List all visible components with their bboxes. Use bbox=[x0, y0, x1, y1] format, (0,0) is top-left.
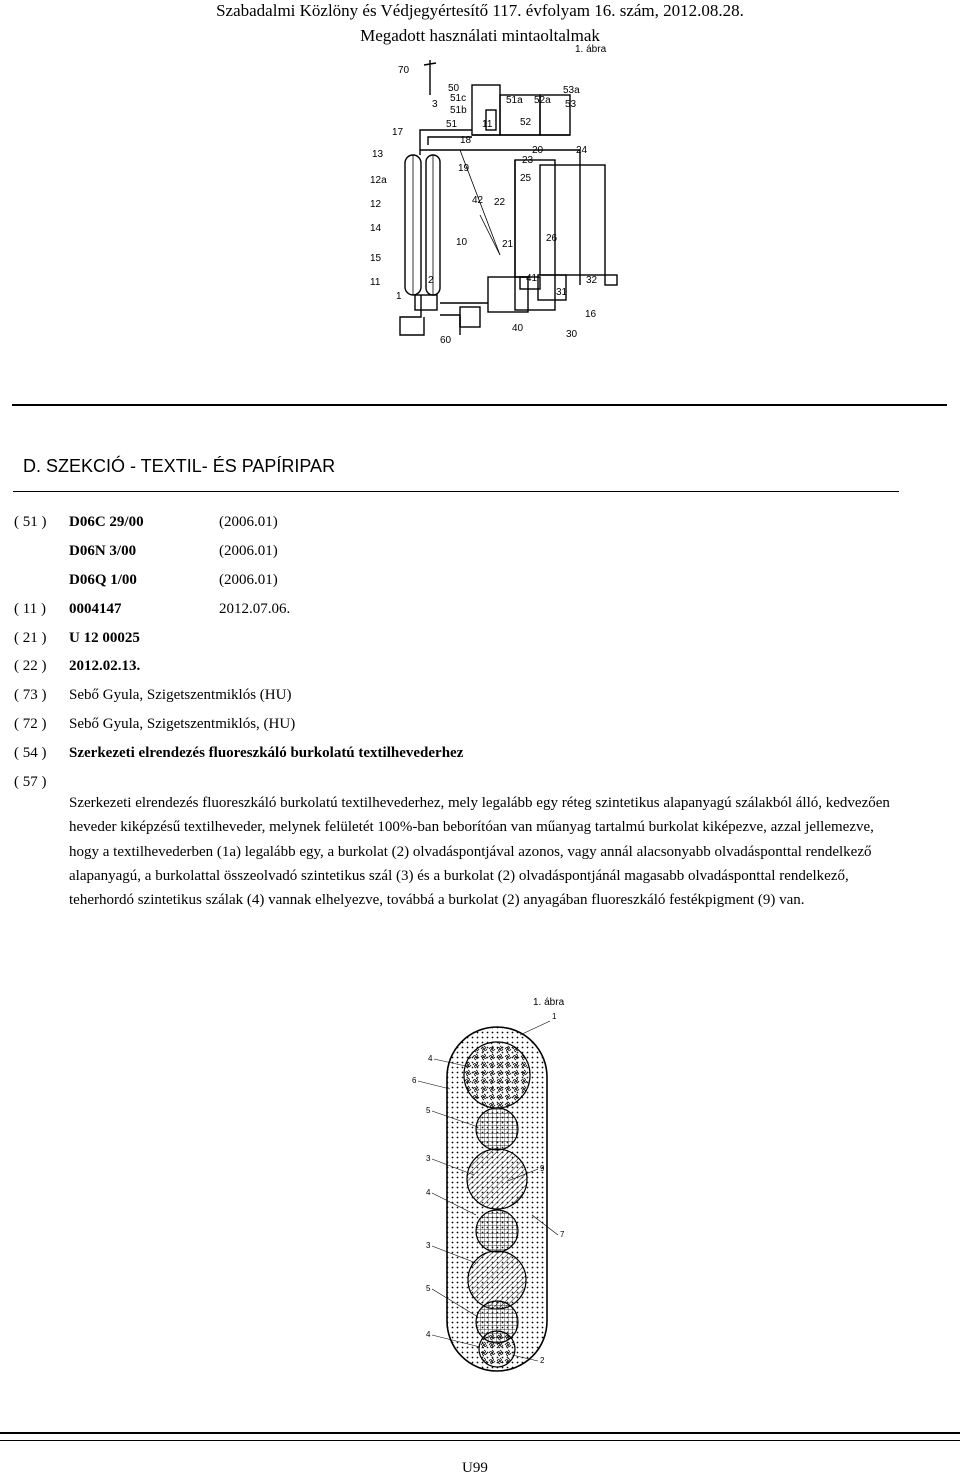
registration-number: 0004147 bbox=[69, 601, 122, 617]
application-number: U 12 00025 bbox=[69, 630, 140, 646]
svg-text:1: 1 bbox=[552, 1012, 557, 1021]
svg-text:3: 3 bbox=[426, 1241, 431, 1250]
separator-top bbox=[12, 404, 947, 406]
svg-text:53: 53 bbox=[565, 99, 577, 110]
svg-text:14: 14 bbox=[370, 223, 382, 234]
abstract-text: Szerkezeti elrendezés fluoreszkáló burkolatú textilhevederhez, mely legalább egy réteg szintetikus alapanyagú szálakból álló, kedvezően heveder kiképzésű textilheveder, melynek felületét 100%-ban beborítóan van műanyag tartalmú burkolat kiképezve, azzal jellemezve, hogy a textilhevederben (1a) legalább egy, a burkolat (2) olvadáspontjával azonos, vagy annál alacsonyabb olvadásponttal rendelkező alapanyagú, a burkolattal összeolvadó szintetikus szál (3) és a burkolat (2) olvadáspontjánál magasabb olvadásponttal rendelkező, teherhordó szintetikus szálak (4) vannak elhelyezve, továbbá a burkolat (2) anyagában fluoreszkáló festékpigment (9) van. bbox=[69, 795, 890, 909]
field-72-code: ( 72 ) bbox=[14, 716, 47, 732]
ipc-3-code: D06Q 1/00 bbox=[69, 572, 137, 588]
svg-text:23: 23 bbox=[522, 155, 534, 166]
page-number: U99 bbox=[462, 1460, 488, 1476]
field-72 bbox=[14, 715, 296, 733]
field-51-code: ( 51 ) bbox=[14, 514, 47, 530]
svg-text:24: 24 bbox=[576, 145, 588, 156]
field-11-code: ( 11 ) bbox=[14, 601, 46, 617]
svg-text:21: 21 bbox=[502, 239, 514, 250]
filing-date: 2012.02.13. bbox=[69, 658, 141, 674]
ipc-2-code: D06N 3/00 bbox=[69, 543, 137, 559]
svg-text:32: 32 bbox=[586, 275, 598, 286]
svg-text:18: 18 bbox=[460, 135, 472, 146]
top-technical-drawing bbox=[360, 55, 620, 350]
section-underline bbox=[13, 491, 899, 492]
svg-text:22: 22 bbox=[494, 197, 506, 208]
svg-text:2: 2 bbox=[540, 1356, 545, 1365]
svg-text:7: 7 bbox=[560, 1230, 565, 1239]
svg-text:31: 31 bbox=[556, 287, 568, 298]
svg-text:11: 11 bbox=[482, 119, 493, 130]
field-57-code: ( 57 ) bbox=[14, 774, 47, 790]
svg-text:42: 42 bbox=[472, 195, 484, 206]
field-11 bbox=[14, 600, 291, 618]
ipc-1-date: (2006.01) bbox=[219, 514, 278, 530]
field-57 bbox=[14, 773, 70, 791]
svg-text:53a: 53a bbox=[563, 85, 580, 96]
svg-text:5: 5 bbox=[426, 1284, 431, 1293]
svg-text:17: 17 bbox=[392, 127, 404, 138]
svg-text:4: 4 bbox=[426, 1188, 431, 1197]
svg-text:70: 70 bbox=[398, 65, 410, 76]
svg-text:51b: 51b bbox=[450, 105, 467, 116]
svg-text:4: 4 bbox=[426, 1330, 431, 1339]
svg-text:6: 6 bbox=[412, 1076, 417, 1085]
svg-text:52: 52 bbox=[520, 117, 532, 128]
svg-text:10: 10 bbox=[456, 237, 468, 248]
svg-text:25: 25 bbox=[520, 173, 532, 184]
svg-text:50: 50 bbox=[448, 83, 460, 94]
svg-text:9: 9 bbox=[540, 1164, 545, 1173]
svg-text:40: 40 bbox=[512, 323, 524, 334]
svg-text:3: 3 bbox=[426, 1154, 431, 1163]
svg-text:52a: 52a bbox=[534, 95, 551, 106]
svg-text:20: 20 bbox=[532, 145, 544, 156]
svg-text:15: 15 bbox=[370, 253, 382, 264]
field-73 bbox=[14, 686, 292, 704]
svg-text:41: 41 bbox=[526, 273, 538, 284]
svg-text:16: 16 bbox=[585, 309, 597, 320]
owner: Sebő Gyula, Szigetszentmiklós (HU) bbox=[69, 687, 292, 703]
svg-text:51a: 51a bbox=[506, 95, 523, 106]
footer-rule-2 bbox=[0, 1440, 960, 1441]
svg-text:19: 19 bbox=[458, 163, 470, 174]
section-subtitle: Megadott használati mintaoltalmak bbox=[360, 26, 600, 45]
registration-date: 2012.07.06. bbox=[219, 601, 291, 617]
svg-text:12: 12 bbox=[370, 199, 382, 210]
svg-text:4: 4 bbox=[428, 1054, 433, 1063]
bottom-figure-title: 1. ábra bbox=[533, 997, 565, 1008]
belt-cross-section-drawing bbox=[400, 1005, 600, 1375]
ipc-1-code: D06C 29/00 bbox=[69, 514, 144, 530]
ipc-2-date: (2006.01) bbox=[219, 543, 278, 559]
field-22 bbox=[14, 657, 141, 675]
field-22-code: ( 22 ) bbox=[14, 658, 47, 674]
svg-text:3: 3 bbox=[432, 99, 438, 110]
field-54-code: ( 54 ) bbox=[14, 745, 47, 761]
svg-text:2: 2 bbox=[428, 275, 434, 286]
svg-text:51c: 51c bbox=[450, 93, 467, 104]
svg-text:60: 60 bbox=[440, 335, 452, 346]
title-of-invention: Szerkezeti elrendezés fluoreszkáló burkolatú textilhevederhez bbox=[69, 745, 464, 761]
field-51 bbox=[14, 513, 278, 531]
svg-text:5: 5 bbox=[426, 1106, 431, 1115]
svg-text:26: 26 bbox=[546, 233, 558, 244]
footer-rule-1 bbox=[0, 1432, 960, 1434]
field-21-code: ( 21 ) bbox=[14, 630, 47, 646]
svg-text:11: 11 bbox=[370, 277, 381, 288]
top-figure-label: 1. ábra bbox=[575, 44, 607, 55]
field-21 bbox=[14, 629, 140, 647]
svg-text:13: 13 bbox=[372, 149, 384, 160]
svg-text:12a: 12a bbox=[370, 175, 387, 186]
svg-text:1: 1 bbox=[396, 291, 402, 302]
field-54 bbox=[14, 744, 464, 762]
svg-text:30: 30 bbox=[566, 329, 578, 340]
svg-text:51: 51 bbox=[446, 119, 458, 130]
inventor: Sebő Gyula, Szigetszentmiklós, (HU) bbox=[69, 716, 296, 732]
ipc-3-date: (2006.01) bbox=[219, 572, 278, 588]
section-title: D. SZEKCIÓ - TEXTIL- ÉS PAPÍRIPAR bbox=[23, 456, 336, 476]
field-73-code: ( 73 ) bbox=[14, 687, 47, 703]
journal-title: Szabadalmi Közlöny és Védjegyértesítő 117. évfolyam 16. szám, 2012.08.28. bbox=[216, 1, 744, 20]
